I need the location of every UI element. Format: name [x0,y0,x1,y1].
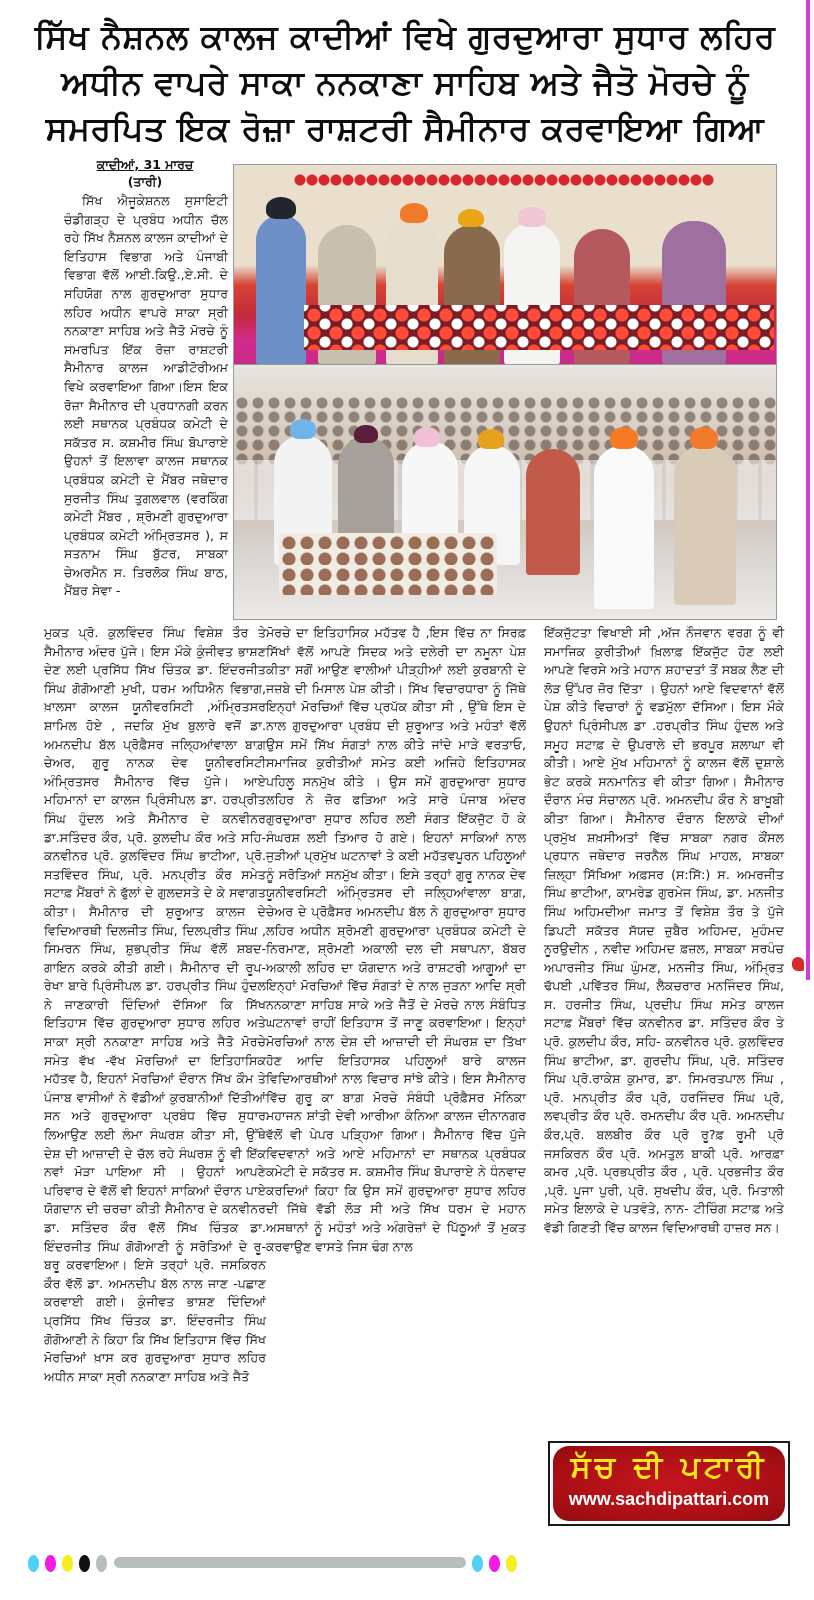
person-figure [526,449,580,575]
page-edge-border [806,0,810,980]
turban [518,207,546,227]
headline [30,14,780,152]
registration-dot-cyan [28,1555,39,1572]
dateline [60,156,230,190]
registration-dot-yellow [506,1555,517,1572]
advert-banner [553,1446,785,1521]
article-paragraph: ਇੱਕਜੁੱਟਤਾ ਵਿਖਾਈ ਸੀ ,ਅੱਜ ਨੌਜਵਾਨ ਵਰਗ ਨੂੰ ਵੀ ਸਮਾਜਿਕ ਕੁਰੀਤੀਆਂ ਖ਼ਿਲਾਫ਼ ਇੱਕਜੁੱਟ ਹੋਣ ਲਈ ਆਪਣੇ ਵਿਰਸੇ ਅਤੇ ਮਹਾਨ ਸ਼ਹਾਦਤਾਂ ਤੋਂ ਸਬਕ ਲੈਣ ਦੀ ਲੋੜ ਉੱਪਰ ਜ਼ੋਰ ਦਿੱਤਾ । ਉਹਨਾਂ ਆਏ ਵਿਦਵਾਨਾਂ ਵੱਲੋਂ ਪੇਸ਼ ਕੀਤੇ ਵਿਚਾਰਾਂ ਨੂੰ ਵਡਮੁੱਲਾ ਦੱਸਿਆ। ਇਸ ਮੌਕੇ ਉਹਨਾਂ ਪ੍ਰਿੰਸੀਪਲ ਡਾ .ਹਰਪ੍ਰੀਤ ਸਿੰਘ ਹੁੰਦਲ ਅਤੇ ਸਮੂਹ ਸਟਾਫ਼ ਦੇ ਉਪਰਾਲੇ ਦੀ ਭਰਪੂਰ ਸ਼ਲਾਘਾ ਵੀ ਕੀਤੀ। ਆਏ ਮੁੱਖ ਮਹਿਮਾਨਾਂ ਨੂੰ ਕਾਲਜ ਵੱਲੋਂ ਦੁਸ਼ਾਲੇ ਭੇਟ ਕਰਕੇ ਸਨਮਾਨਿਤ ਵੀ ਕੀਤਾ ਗਿਆ। ਸੈਮੀਨਾਰ ਦੌਰਾਨ ਮੰਚ ਸੰਚਾਲਨ ਪ੍ਰੋ. ਅਮਨਦੀਪ ਕੌਰ ਨੇ ਬਾਖ਼ੂਬੀ ਕੀਤਾ ਗਿਆ। ਸੈਮੀਨਾਰ ਦੌਰਾਨ ਇਲਾਕੇ ਦੀਆਂ ਪ੍ਰਮੁੱਖ ਸ਼ਖ਼ਸੀਅਤਾਂ ਵਿੱਚ ਸਾਬਕਾ ਨਗਰ ਕੌਂਸਲ ਪ੍ਰਧਾਨ ਜਥੇਦਾਰ ਜਰਨੈਲ ਸਿੰਘ ਮਾਹਲ, ਸਾਬਕਾ ਜ਼ਿਲ੍ਹਾ ਸਿੱਖਿਆ ਅਫ਼ਸਰ (ਸ:ਸਿੱ:) ਸ. ਅਮਰਜੀਤ ਸਿੰਘ ਭਾਟੀਆ, ਕਾਮਰੇਡ ਗੁਰਮੇਜ ਸਿੰਘ, ਡਾ. ਮਨਜੀਤ ਸਿੰਘ ਅਹਿਮਦੀਆ ਜਮਾਤ ਤੋਂ ਵਿਸ਼ੇਸ਼ ਤੌਰ ਤੇ ਪੁੱਜੇ ਡਿਪਟੀ ਸਕੱਤਰ ਸੱਯਦ ਜ਼ੁਬੈਰ ਅਹਿਮਦ, ਮੁਹੰਮਦ ਨੂਰਉਦੀਨ , ਨਵੀਦ ਅਹਿਮਦ ਫ਼ਜ਼ਲ, ਸਾਬਕਾ ਸਰਪੰਚ ਅਪਾਰਜੀਤ ਸਿੰਘ ਘੁੰਮਣ, ਮਨਜੀਤ ਸਿੰਘ, ਅੰਮ੍ਰਿਤ ਢੱਪਈ ,ਪਵਿੱਤਰ ਸਿੰਘ, ਲੈਕਚਰਾਰ ਮਨਜਿੰਦਰ ਸਿੰਘ, ਸ. ਹਰਜੀਤ ਸਿੰਘ, ਪ੍ਰਦੀਪ ਸਿੰਘ ਸਮੇਤ ਕਾਲਜ ਸਟਾਫ਼ ਮੈਂਬਰਾਂ ਵਿੱਚ ਕਨਵੀਨਰ ਡਾ. ਸਤਿੰਦਰ ਕੌਰ ਤੇ ਪ੍ਰੋ. ਕੁਲਦੀਪ ਕੌਰ, ਸਹਿ- ਕਨਵੀਨਰ ਪ੍ਰੋ. ਕੁਲਵਿੰਦਰ ਸਿੰਘ ਭਾਟੀਆ, ਡਾ. ਗੁਰਦੀਪ ਸਿੰਘ, ਪ੍ਰੋ. ਸਤਿੰਦਰ ਸਿੰਘ ਪ੍ਰੋ.ਰਾਕੇਸ਼ ਕੁਮਾਰ, ਡਾ. ਸਿਮਰਤਪਾਲ ਸਿੰਘ , ਪ੍ਰੋ. ਮਨਪ੍ਰੀਤ ਕੌਰ ਪ੍ਰੋ, ਹਰਜਿੰਦਰ ਸਿੰਘ ਪ੍ਰੋ, ਲਵਪ੍ਰੀਤ ਕੌਰ ਪ੍ਰੋ. ਰਮਨਦੀਪ ਕੌਰ ਪ੍ਰੋ. ਅਮਨਦੀਪ ਕੌਰ,ਪ੍ਰੋ. ਬਲਬੀਰ ਕੌਰ ਪ੍ਰੋ ਰੂ?ਫ਼ ਰੂਮੀ ਪ੍ਰੋ ਜਸਕਿਰਨ ਕੌਰ ਪ੍ਰੋ. ਅਮਤੁਲ ਬਾਕੀ ਪ੍ਰੋ. ਆਰਫ਼ਾ ਕਮਰ ,ਪ੍ਰੋ. ਪ੍ਰਭਪ੍ਰੀਤ ਕੌਰ , ਪ੍ਰੋ. ਪ੍ਰਭਜੀਤ ਕੌਰ ,ਪ੍ਰੋ. ਪੂਜਾ ਪੁਰੀ, ਪ੍ਰੋ. ਸੁਖਦੀਪ ਕੌਰ, ਪ੍ਰੋ. ਮਿਤਾਲੀ ਸਮੇਤ ਇਲਾਕੇ ਦੇ ਪਤਵੰਤੇ, ਨਾਨ- ਟੀਚਿੰਗ ਸਟਾਫ਼ ਅਤੇ ਵੱਡੀ ਗਿਣਤੀ ਵਿੱਚ ਕਾਲਜ ਵਿਦਿਆਰਥੀ ਹਾਜ਼ਰ ਸਨ। [544,625,784,1235]
registration-dot-magenta [45,1555,56,1572]
article-column-2 [266,624,526,1256]
turban [354,425,378,443]
registration-dot-cyan [472,1555,483,1572]
turban [478,429,504,449]
print-registration-strip [0,1553,814,1579]
advert-url[interactable]: www.sachdipattari.com [568,1489,770,1509]
article-column-1-bottom [44,624,266,1386]
article-column-3 [544,624,784,1238]
headline-line-1: ਸਿੱਖ ਨੈਸ਼ਨਲ ਕਾਲਜ ਕਾਦੀਆਂ ਵਿਖੇ ਗੁਰਦੁਆਰਾ ਸੁਧਾਰ ਲਹਿਰ [34,17,776,56]
turban [610,427,638,449]
turban [266,197,296,219]
headline-line-3: ਸਮਰਪਿਤ ਇਕ ਰੋਜ਼ਾ ਰਾਸ਼ਟਰੀ ਸੈਮੀਨਾਰ ਕਰਵਾਇਆ ਗਿਆ [45,109,765,148]
turban [400,203,428,223]
sach-di-pattari-advert[interactable] [548,1441,790,1526]
flower-garland [294,173,714,187]
audience-seminar-photo [233,364,777,620]
polka-dot-table [279,533,497,595]
turban [690,427,718,449]
turban [414,427,440,447]
registration-dot-grey [96,1555,107,1572]
person-figure [594,445,654,609]
advert-title: ਸੱਚ ਦੀ ਪਟਾਰੀ [570,1450,768,1485]
article-paragraph: ਮੋਰਚੇ ਦਾ ਇਤਿਹਾਸਿਕ ਮਹੱਤਵ ਹੈ ,ਇਸ ਵਿੱਚ ਨਾ ਸਿਰਫ਼ ਸਿੱਖਾਂ ਵੱਲੋਂ ਆਪਣੇ ਸਿਦਕ ਅਤੇ ਦਲੇਰੀ ਦਾ ਨਮੂਨਾ ਪੇਸ਼ ਕੀਤਾ ਸਗੋਂ ਆਉਣ ਵਾਲੀਆਂ ਪੀੜ੍ਹੀਆਂ ਲਈ ਕੁਰਬਾਨੀ ਦੇ ਜਜ਼ਬੇ ਦੀ ਮਿਸਾਲ ਪੇਸ਼ ਕੀਤੀ। ਸਿੱਖ ਵਿਚਾਰਧਾਰਾ ਨੂੰ ਜਿੱਥੇ ਇਨ੍ਹਾਂ ਮੋਰਚਿਆਂ ਵਿੱਚ ਪ੍ਰਪੱਕ ਕੀਤਾ ਸੀ , ਉੱਥੇ ਇਸ ਦੇ ਨਾਲ ਗੁਰਦੁਆਰਾ ਪ੍ਰਬੰਧ ਦੀ ਸ਼ੁਰੂਆਤ ਅਤੇ ਮਹੰਤਾਂ ਵੱਲੋਂ ਉਸ ਸਮੇਂ ਸਿੱਖ ਸੰਗਤਾਂ ਨਾਲ ਕੀਤੇ ਜਾਂਦੇ ਮਾੜੇ ਵਰਤਾਓ, ਸਮਾਜਿਕ ਕੁਰੀਤੀਆਂ ਸਮੇਤ ਕਈ ਅਜਿਹੇ ਇਤਿਹਾਸਕ ਪਹਿਲੂ ਸਨਮੁੱਖ ਕੀਤੇ । ਉਸ ਸਮੇਂ ਗੁਰਦੁਆਰਾ ਸੁਧਾਰ ਲਹਿਰ ਨੇ ਜ਼ੋਰ ਫੜਿਆ ਅਤੇ ਸਾਰੇ ਪੰਜਾਬ ਅੰਦਰ ਗੁਰਦੁਆਰਾ ਸੁਧਾਰ ਲਹਿਰ ਲਈ ਸੰਗਤ ਇੱਕਜੁੱਟ ਹੋ ਕੇ ਸੰਘਰਸ਼ ਲਈ ਤਿਆਰ ਹੋ ਗਏ। ਇਹਨਾਂ ਸਾਕਿਆਂ ਨਾਲ ਜੁੜੀਆਂ ਪ੍ਰਮੁੱਖ ਘਟਨਾਵਾਂ ਤੇ ਕਈ ਮਹੱਤਵਪੂਰਨ ਪਹਿਲੂਆਂ ਨੂੰ ਸਰੋਤਿਆਂ ਸਨਮੁੱਖ ਕੀਤਾ। ਇਸੇ ਤਰ੍ਹਾਂ ਗੁਰੂ ਨਾਨਕ ਦੇਵ ਯੂਨੀਵਰਸਿਟੀ ਅੰਮ੍ਰਿਤਸਰ ਦੀ ਜਲ੍ਹਿਆਂਵਾਲਾ ਬਾਗ਼, ਚੇਅਰ ਦੇ ਪ੍ਰੋਫ਼ੈਸਰ ਅਮਨਦੀਪ ਬੱਲ ਨੇ ਗੁਰਦੁਆਰਾ ਸੁਧਾਰ ਲਹਿਰ ਅਧੀਨ ਸ਼੍ਰੋਮਣੀ ਗੁਰਦੁਆਰਾ ਪ੍ਰਬੰਧਕ ਕਮੇਟੀ ਦੇ ਨਿਰਮਾਣ, ਸ਼੍ਰੋਮਣੀ ਅਕਾਲੀ ਦਲ ਦੀ ਸਥਾਪਨਾ, ਬੱਬਰ ਅਕਾਲੀ ਲਹਿਰ ਦਾ ਯੋਗਦਾਨ ਅਤੇ ਰਾਸ਼ਟਰੀ ਆਗੂਆਂ ਦਾ ਇਨ੍ਹਾਂ ਮੋਰਚਿਆਂ ਵਿੱਚ ਸੰਗਤਾਂ ਦੇ ਨਾਲ ਜੁੜਨਾ ਆਦਿ ਸ੍ਰੀ ਨਨਕਾਣਾ ਸਾਹਿਬ ਸਾਕੇ ਅਤੇ ਜੈਤੋਂ ਦੇ ਮੋਰਚੇ ਨਾਲ ਸੰਬੰਧਿਤ ਘਟਨਾਵਾਂ ਰਾਹੀਂ ਇਤਿਹਾਸ ਤੋਂ ਜਾਣੂ ਕਰਵਾਇਆ। ਇਨ੍ਹਾਂ ਮੋਰਚਿਆਂ ਨਾਲ ਦੇਸ਼ ਦੀ ਆਜ਼ਾਦੀ ਦੀ ਸੰਘਰਸ਼ ਦਾ ਤਿੱਖਾ ਹੋਣ ਆਦਿ ਇਤਿਹਾਸਕ ਪਹਿਲੂਆਂ ਬਾਰੇ ਕਾਲਜ ਵਿਦਿਆਰਥੀਆਂ ਨਾਲ ਵਿਚਾਰ ਸਾਂਝੇ ਕੀਤੇ। ਇਸ ਸੈਮੀਨਾਰ ਵਿੱਚ ਗੁਰੂ ਕਾ ਬਾਗ਼ ਮੋਰਚੇ ਸੰਬੰਧੀ ਪ੍ਰੋਫ਼ੈਸਰ ਮੋਨਿਕਾ ਮਹਾਜਨ ਸ਼ਾਂਤੀ ਦੇਵੀ ਆਰੀਆ ਕੰਨਿਆ ਕਾਲਜ ਦੀਨਾਨਗਰ ਵੱਲੋਂ ਵੀ ਪੇਪਰ ਪੜ੍ਹਿਆ ਗਿਆ। ਸੈਮੀਨਾਰ ਵਿੱਚ ਪੁੱਜੇ ਵਿਦਵਾਨਾਂ ਅਤੇ ਆਏ ਮਹਿਮਾਨਾਂ ਦਾ ਸਥਾਨਕ ਪ੍ਰਬੰਧਕ ਕਮੇਟੀ ਦੇ ਸਕੱਤਰ ਸ. ਕਸ਼ਮੀਰ ਸਿੰਘ ਬੋਪਾਰਾਏ ਨੇ ਧੰਨਵਾਦ ਕਰਦਿਆਂ ਕਿਹਾ ਕਿ ਉਸ ਸਮੇਂ ਗੁਰਦੁਆਰਾ ਸੁਧਾਰ ਲਹਿਰ ਦੀ ਜਿੱਥੇ ਵੱਡੀ ਲੋੜ ਸੀ ਅਤੇ ਸਿੱਖ ਧਰਮ ਦੇ ਮਹਾਨ ਅਸਥਾਨਾਂ ਨੂੰ ਮਹੰਤਾਂ ਅਤੇ ਅੰਗਰੇਜ਼ਾਂ ਦੇ ਪਿੱਠੂਆਂ ਤੋਂ ਮੁਕਤ ਕਰਵਾਉਣ ਵਾਸਤੇ ਜਿਸ ਢੰਗ ਨਾਲ [266,625,526,1254]
headline-line-2: ਅਧੀਨ ਵਾਪਰੇ ਸਾਕਾ ਨਨਕਾਣਾ ਸਾਹਿਬ ਅਤੇ ਜੈਤੋ ਮੋਰਚੇ ਨੂੰ [61,63,749,102]
article-paragraph: ਮੁਕਤ ਪ੍ਰੋ. ਕੁਲਵਿੰਦਰ ਸਿੰਘ ਵਿਸ਼ੇਸ਼ ਤੌਰ ਤੇ ਸੈਮੀਨਾਰ ਅੰਦਰ ਪੁੱਜੇ। ਇਸ ਮੌਕੇ ਕੁੰਜੀਵਤ ਭਾਸ਼ਣ ਦੇਣ ਲਈ ਪ੍ਰਸਿੱਧ ਸਿੱਖ ਚਿੰਤਕ ਡਾ. ਇੰਦਰਜੀਤ ਸਿੰਘ ਗੋਗੋਆਣੀ ਮੁਖੀ, ਧਰਮ ਅਧਿਐਨ ਵਿਭਾਗ, ਖ਼ਾਲਸਾ ਕਾਲਜ ਯੂਨੀਵਰਸਿਟੀ ,ਅੰਮ੍ਰਿਤਸਰ ਸ਼ਾਮਿਲ ਹੋਏ , ਜਦਕਿ ਮੁੱਖ ਬੁਲਾਰੇ ਵਜੋਂ ਡਾ. ਅਮਨਦੀਪ ਬੱਲ ਪ੍ਰੋਫ਼ੈਸਰ ਜਲ੍ਹਿਆਂਵਾਲਾ ਬਾਗ਼ ਚੇਅਰ, ਗੁਰੂ ਨਾਨਕ ਦੇਵ ਯੂਨੀਵਰਸਿਟੀ ਅੰਮ੍ਰਿਤਸਰ ਸੈਮੀਨਾਰ ਵਿੱਚ ਪੁੱਜੇ। ਆਏ ਮਹਿਮਾਨਾਂ ਦਾ ਕਾਲਜ ਪ੍ਰਿੰਸੀਪਲ ਡਾ. ਹਰਪ੍ਰੀਤ ਸਿੰਘ ਹੁੰਦਲ ਅਤੇ ਸੈਮੀਨਾਰ ਦੇ ਕਨਵੀਨਰ ਡਾ.ਸਤਿੰਦਰ ਕੌਰ, ਪ੍ਰੋ. ਕੁਲਦੀਪ ਕੌਰ ਅਤੇ ਸਹਿ- ਕਨਵੀਨਰ ਪ੍ਰੋ. ਕੁਲਵਿੰਦਰ ਸਿੰਘ ਭਾਟੀਆ, ਪ੍ਰੋ. ਸਤਵਿੰਦਰ ਸਿੰਘ, ਪ੍ਰੋ. ਮਨਪ੍ਰੀਤ ਕੌਰ ਸਮੇਤ ਸਟਾਫ਼ ਮੈਂਬਰਾਂ ਨੇ ਫੁੱਲਾਂ ਦੇ ਗੁਲਦਸਤੇ ਦੇ ਕੇ ਸਵਾਗਤ ਕੀਤਾ। ਸੈਮੀਨਾਰ ਦੀ ਸ਼ੁਰੂਆਤ ਕਾਲਜ ਦੇ ਵਿਦਿਆਰਥੀ ਦਿਲਜੀਤ ਸਿੰਘ, ਦਿਲਪ੍ਰੀਤ ਸਿੰਘ , ਸਿਮਰਨ ਸਿੰਘ, ਸ਼ੁਭਪ੍ਰੀਤ ਸਿੰਘ ਵੱਲੋਂ ਸ਼ਬਦ- ਗਾਇਨ ਕਰਕੇ ਕੀਤੀ ਗਈ। ਸੈਮੀਨਾਰ ਦੀ ਰੂਪ- ਰੇਖਾ ਬਾਰੇ ਪ੍ਰਿੰਸੀਪਲ ਡਾ. ਹਰਪ੍ਰੀਤ ਸਿੰਘ ਹੁੰਦਲ ਨੇ ਜਾਣਕਾਰੀ ਦਿੰਦਿਆਂ ਦੱਸਿਆ ਕਿ ਸਿੱਖ ਇਤਿਹਾਸ ਵਿੱਚ ਗੁਰਦੁਆਰਾ ਸੁਧਾਰ ਲਹਿਰ ਅਤੇ ਸਾਕਾ ਸ੍ਰੀ ਨਨਕਾਣਾ ਸਾਹਿਬ ਅਤੇ ਜੈਤੋ ਮੋਰਚੇ ਸਮੇਤ ਵੱਖ -ਵੱਖ ਮੋਰਚਿਆਂ ਦਾ ਇਤਿਹਾਸਿਕ ਮਹੱਤਵ ਹੈ, ਇਹਨਾਂ ਮੋਰਚਿਆਂ ਦੌਰਾਨ ਸਿੱਖ ਕੌਮ ਤੇ ਪੰਜਾਬ ਵਾਸੀਆਂ ਨੇ ਵੱਡੀਆਂ ਕੁਰਬਾਨੀਆਂ ਦਿੱਤੀਆਂ ਸਨ ਅਤੇ ਗੁਰਦੁਆਰਾ ਪ੍ਰਬੰਧ ਵਿੱਚ ਸੁਧਾਰ ਲਿਆਉਣ ਲਈ ਲੰਮਾ ਸੰਘਰਸ਼ ਕੀਤਾ ਸੀ, ਉੱਥੇ ਦੇਸ਼ ਦੀ ਆਜ਼ਾਦੀ ਦੇ ਚੱਲ ਰਹੇ ਸੰਘਰਸ਼ ਨੂੰ ਵੀ ਇੱਕ ਨਵਾਂ ਮੋੜਾ ਪਾਇਆ ਸੀ । ਉਹਨਾਂ ਆਪਣੇ ਪਰਿਵਾਰ ਦੇ ਵੱਲੋਂ ਵੀ ਇਹਨਾਂ ਸਾਕਿਆਂ ਦੌਰਾਨ ਪਾਏ ਯੋਗਦਾਨ ਦੀ ਚਰਚਾ ਕੀਤੀ ਸੈਮੀਨਾਰ ਦੇ ਕਨਵੀਨਰ ਡਾ. ਸਤਿੰਦਰ ਕੌਰ ਵੱਲੋਂ ਸਿੱਖ ਚਿੰਤਕ ਡਾ. ਇੰਦਰਜੀਤ ਸਿੰਘ ਗੋਗੋਆਣੀ ਨੂੰ ਸਰੋਤਿਆਂ ਦੇ ਰੂ-ਬਰੂ ਕਰਵਾਇਆ। ਇਸੇ ਤਰ੍ਹਾਂ ਪ੍ਰੋ. ਜਸਕਿਰਨ ਕੌਰ ਵੱਲੋਂ ਡਾ. ਅਮਨਦੀਪ ਬੱਲ ਨਾਲ ਜਾਣ -ਪਛਾਣ ਕਰਵਾਈ ਗਈ। ਕੁੰਜੀਵਤ ਭਾਸ਼ਣ ਦਿੰਦਿਆਂ ਪ੍ਰਸਿੱਧ ਸਿੱਖ ਚਿੰਤਕ ਡਾ. ਇੰਦਰਜੀਤ ਸਿੰਘ ਗੋਗੋਆਣੀ ਨੇ ਕਿਹਾ ਕਿ ਸਿੱਖ ਇਤਿਹਾਸ ਵਿੱਚ ਸਿੱਖ ਮੋਰਚਿਆਂ ਖ਼ਾਸ ਕਰ ਗੁਰਦੁਆਰਾ ਸੁਧਾਰ ਲਹਿਰ ਅਧੀਨ ਸਾਕਾ ਸ੍ਰੀ ਨਨਕਾਣਾ ਸਾਹਿਬ ਅਤੇ ਜੈਤੋ [44,625,266,1384]
registration-bar [114,1557,466,1568]
adjacent-article-mark [792,957,804,971]
person-figure [256,215,306,365]
dateline-place-date: ਕਾਦੀਆਂ, 31 ਮਾਰਚ [96,157,194,172]
registration-dot-yellow [62,1555,73,1572]
flower-arrangement [304,305,774,350]
article-column-1-top [64,192,228,601]
dateline-reporter: (ਤਾਰੀ) [127,174,163,189]
turban [458,209,484,227]
article-paragraph: ਸਿੱਖ ਐਜੂਕੇਸ਼ਨਲ ਸੁਸਾਇਟੀ ਚੰਡੀਗੜ੍ਹ ਦੇ ਪ੍ਰਬੰਧ ਅਧੀਨ ਚੱਲ ਰਹੇ ਸਿੱਖ ਨੈਸ਼ਨਲ ਕਾਲਜ ਕਾਦੀਆਂ ਦੇ ਇਤਿਹਾਸ ਵਿਭਾਗ ਅਤੇ ਪੰਜਾਬੀ ਵਿਭਾਗ ਵੱਲੋਂ ਆਈ.ਕਿਉ.,ਏ.ਸੀ. ਦੇ ਸਹਿਯੋਗ ਨਾਲ ਗੁਰਦੁਆਰਾ ਸੁਧਾਰ ਲਹਿਰ ਅਧੀਨ ਵਾਪਰੇ ਸਾਕਾ ਸ੍ਰੀ ਨਨਕਾਣਾ ਸਾਹਿਬ ਅਤੇ ਜੈਤੋ ਮੋਰਚੇ ਨੂੰ ਸਮਰਪਿਤ ਇੱਕ ਰੋਜ਼ਾ ਰਾਸ਼ਟਰੀ ਸੈਮੀਨਾਰ ਕਾਲਜ ਆਡੀਟੋਰੀਅਮ ਵਿਖੇ ਕਰਵਾਇਆ ਗਿਆ।ਇਸ ਇਕ ਰੋਜ਼ਾ ਸੈਮੀਨਾਰ ਦੀ ਪ੍ਰਧਾਨਗੀ ਕਰਨ ਲਈ ਸਥਾਨਕ ਪ੍ਰਬੰਧਕ ਕਮੇਟੀ ਦੇ ਸਕੱਤਰ ਸ. ਕਸ਼ਮੀਰ ਸਿੰਘ ਬੋਪਾਰਾਏ ਉਹਨਾਂ ਤੋਂ ਇਲਾਵਾ ਕਾਲਜ ਸਥਾਨਕ ਪ੍ਰਬੰਧਕ ਕਮੇਟੀ ਦੇ ਮੈਂਬਰ ਜਥੇਦਾਰ ਸੁਰਜੀਤ ਸਿੰਘ ਤੁਗਲਵਾਲ (ਵਰਕਿੰਗ ਕਮੇਟੀ ਮੈਂਬਰ , ਸ਼੍ਰੋਮਣੀ ਗੁਰਦੁਆਰਾ ਪ੍ਰਬੰਧਕ ਕਮੇਟੀ ਅੰਮ੍ਰਿਤਸਰ ), ਸ ਸਤਨਾਮ ਸਿੰਘ ਬੁੱਟਰ, ਸਾਬਕਾ ਚੇਅਰਮੈਨ ਸ. ਤਿਰਲੋਕ ਸਿੰਘ ਬਾਠ, ਮੈਂਬਰ ਸੇਵਾ - [64,193,228,599]
registration-dot-magenta [489,1555,500,1572]
turban [290,419,316,439]
stage-felicitation-photo [233,164,777,366]
registration-dot-black [79,1555,90,1572]
person-figure [674,445,736,605]
